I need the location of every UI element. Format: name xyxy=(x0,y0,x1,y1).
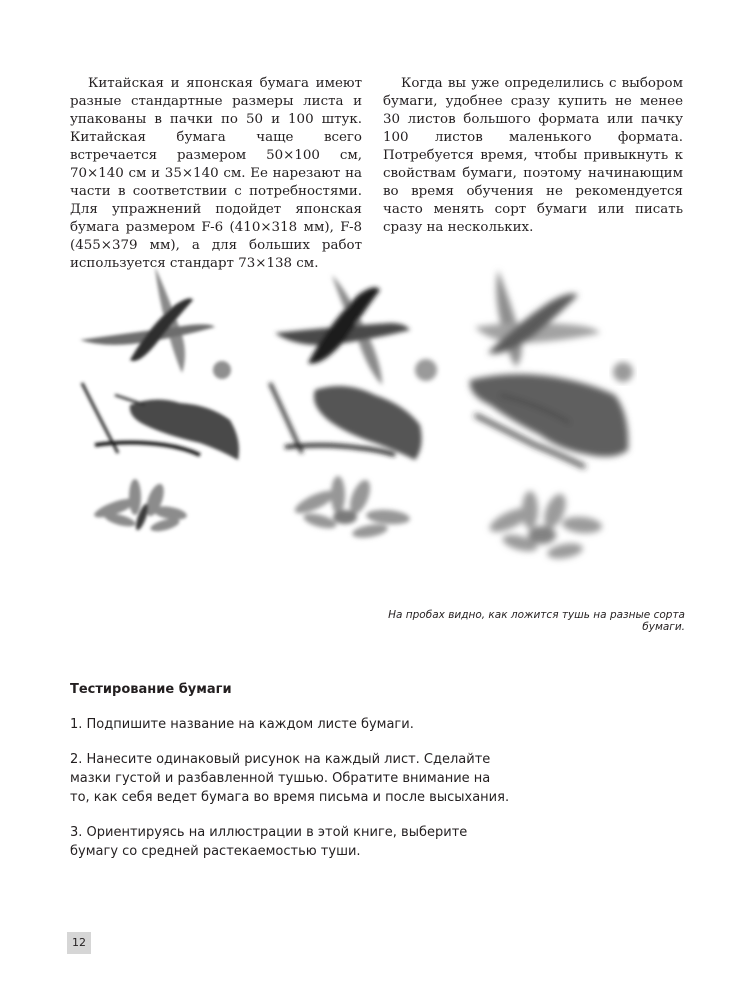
figure-caption: На пробах видно, как ложится тушь на разные сорта бумаги. xyxy=(388,609,685,633)
intro-paragraph-left: Китайская и японская бумага имеют разные стандартные размеры листа и упакованы в пачки по 50 и 100 штук. Китайская бумага чаще всего встречается размером 50×100 см, 70×140 см и 35×140 см. Ее нарезают на части в соответствии с потребностями. Для упражнений подойдет японская бумага размером F-6 (410×318 мм), F-8 (455×379 мм), а для больших работ используется стандарт 73×138 см. xyxy=(70,76,362,271)
ink-sample-1 xyxy=(80,267,239,534)
ink-dot-sample-1 xyxy=(213,361,231,379)
section-heading: Тестирование бумаги xyxy=(70,682,232,697)
page-number: 12 xyxy=(67,932,91,954)
test-step-2: 2. Нанесите одинаковый рисунок на каждый лист. Сделайте мазки густой и разбавленной тушью. Обратите внимание на то, как себя ведет бумага во время письма и после высыхания. xyxy=(70,752,510,805)
ink-sample-2 xyxy=(270,275,437,540)
branch-stroke-sample-2 xyxy=(270,383,422,460)
intro-column-right xyxy=(383,75,683,237)
flower-sample-2 xyxy=(292,476,410,540)
branch-stroke-sample-1 xyxy=(82,383,239,460)
intro-column-left xyxy=(70,75,362,273)
cross-stroke-sample-2 xyxy=(275,275,410,385)
ink-dot-sample-3 xyxy=(613,362,633,382)
ink-dot-sample-2 xyxy=(415,359,437,381)
cross-stroke-sample-1 xyxy=(80,267,215,373)
flower-sample-1 xyxy=(92,479,188,534)
flower-sample-3 xyxy=(487,491,603,561)
intro-paragraph-right: Когда вы уже определились с выбором бумаги, удобнее сразу купить не менее 30 листов большого формата или пачку 100 листов маленького формата. Потребуется время, чтобы привыкнуть к свойствам бумаги, поэтому начинающим во время обучения не рекомендуется часто менять сорт бумаги или писать сразу на нескольких. xyxy=(383,76,683,235)
cross-stroke-sample-3 xyxy=(475,270,600,367)
branch-stroke-sample-3 xyxy=(470,374,628,467)
test-step-3: 3. Ориентируясь на иллюстрации в этой книге, выберите бумагу со средней растекаемостью туши. xyxy=(70,825,468,859)
test-step-1: 1. Подпишите название на каждом листе бумаги. xyxy=(70,717,414,732)
ink-samples-illustration xyxy=(70,255,690,600)
paper-test-section xyxy=(70,680,510,877)
ink-sample-3 xyxy=(470,270,633,561)
